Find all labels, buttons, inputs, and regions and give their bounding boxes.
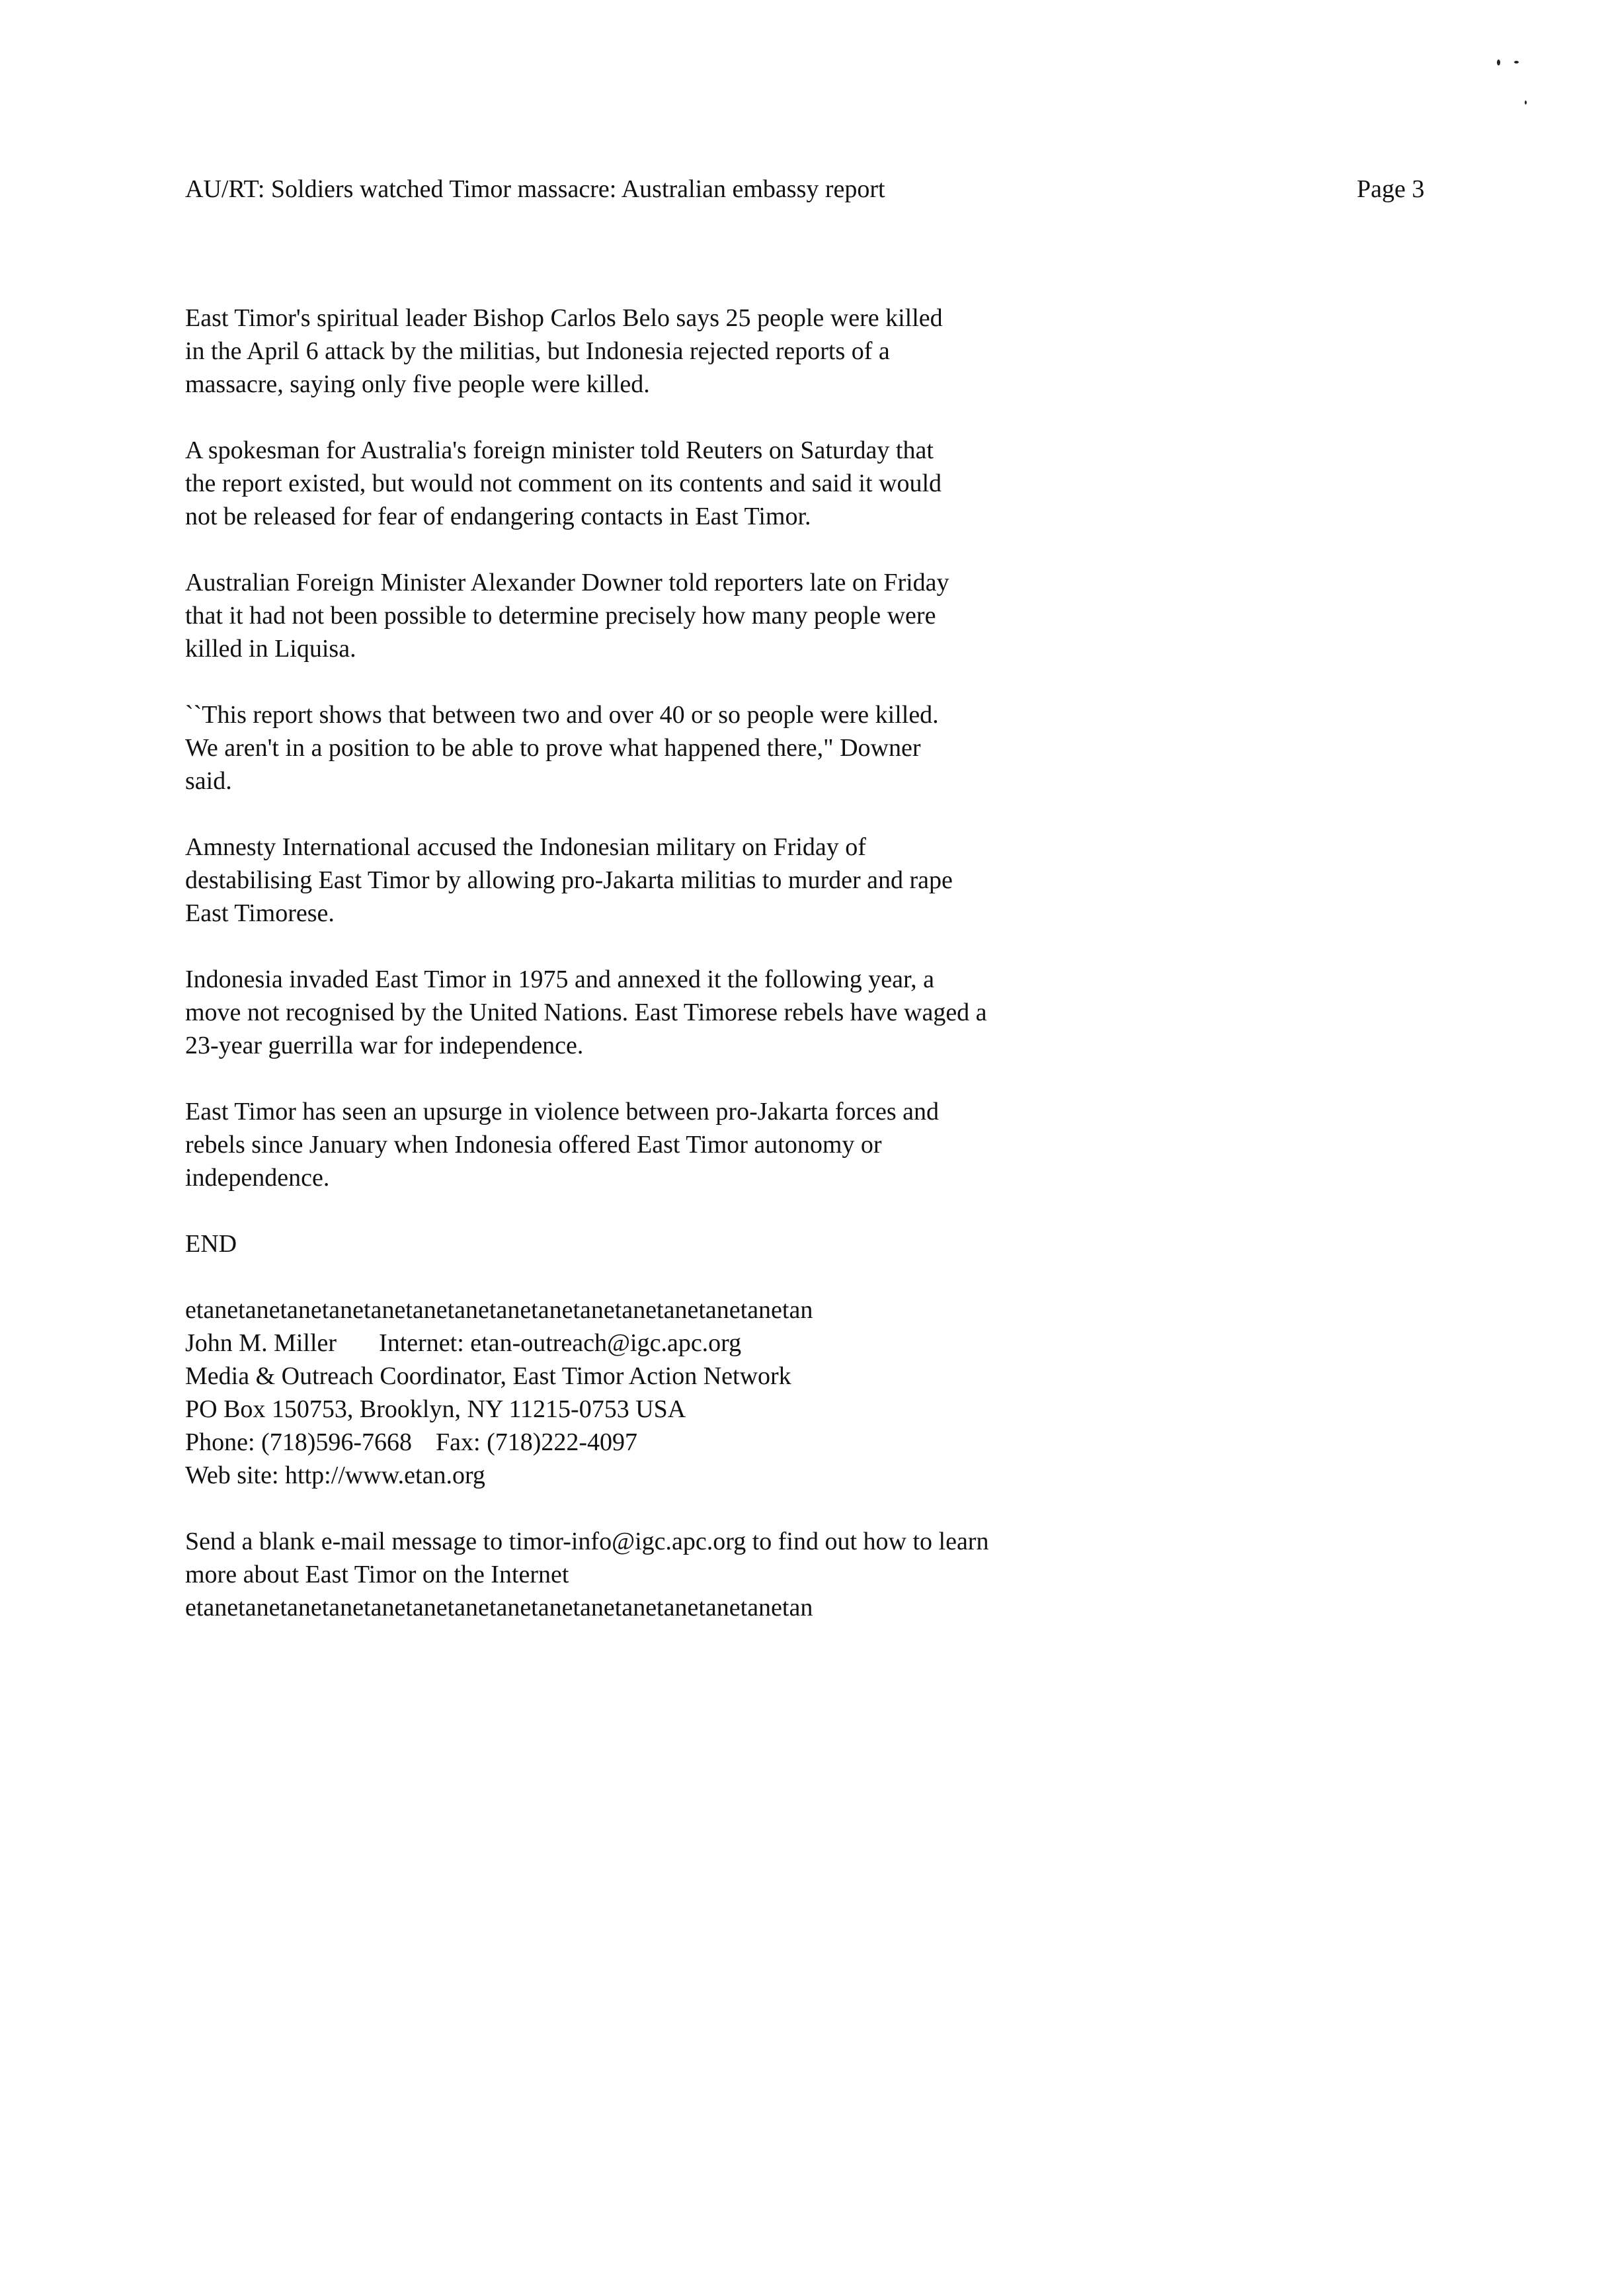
paragraph-line: Indonesia invaded East Timor in 1975 and annexed it the following year, a [185,965,934,993]
paragraph-line: Australian Foreign Minister Alexander Downer told reporters late on Friday [185,569,949,596]
article-body [185,302,1124,1624]
article-paragraph [185,831,1124,930]
signature-block [185,1293,1124,1492]
document-header-title: AU/RT: Soldiers watched Timor massacre: Australian embassy report [185,175,885,203]
article-paragraph [185,698,1124,798]
scan-speck [1525,101,1527,104]
contact-fax: Fax: (718)222-4097 [436,1428,638,1456]
contact-phone: Phone: (718)596-7668 [185,1428,413,1456]
paragraph-line: rebels since January when Indonesia offered East Timor autonomy or [185,1131,882,1159]
paragraph-line: massacre, saying only five people were killed. [185,370,650,398]
paragraph-line: destabilising East Timor by allowing pro-Jakarta militias to murder and rape [185,866,953,894]
contact-email: Internet: etan-outreach@igc.apc.org [379,1329,742,1357]
footer-line-1: Send a blank e-mail message to timor-info@igc.apc.org to find out how to learn [185,1528,989,1555]
paragraph-line: East Timor has seen an upsurge in violence between pro-Jakarta forces and [185,1098,940,1126]
article-paragraph [185,566,1124,665]
contact-name: John M. Miller [185,1329,337,1357]
paragraph-line: 23-year guerrilla war for independence. [185,1032,584,1059]
scan-speck [1514,61,1519,63]
article-paragraph [185,963,1124,1062]
paragraph-line: independence. [185,1164,330,1192]
end-marker: END [185,1230,237,1258]
paragraph-line: said. [185,767,232,795]
paragraph-line: We aren't in a position to be able to prove what happened there," Downer [185,734,921,762]
paragraph-line: Amnesty International accused the Indonesian military on Friday of [185,833,866,861]
contact-address: PO Box 150753, Brooklyn, NY 11215-0753 USA [185,1395,686,1423]
paragraph-line: ``This report shows that between two and over 40 or so people were killed. [185,701,939,729]
paragraph-line: East Timorese. [185,899,335,927]
paragraph-line: move not recognised by the United Nations. East Timorese rebels have waged a [185,999,987,1026]
paragraph-line: not be released for fear of endangering contacts in East Timor. [185,503,811,530]
paragraph-line: that it had not been possible to determine precisely how many people were [185,602,936,630]
contact-phone-row [185,1426,1124,1459]
article-paragraph [185,302,1124,401]
separator-line-top: etanetanetanetanetanetanetanetanetanetanetanetanetanetanetan [185,1296,813,1324]
scan-speck [1497,60,1500,65]
paragraph-line: killed in Liquisa. [185,635,356,663]
page-number: Page 3 [1357,175,1425,203]
article-paragraph [185,1095,1124,1194]
footer-block [185,1525,1124,1624]
contact-role: Media & Outreach Coordinator, East Timor Action Network [185,1362,791,1390]
separator-line-bottom: etanetanetanetanetanetanetanetanetanetanetanetanetanetanetan [185,1594,813,1621]
article-paragraphs [185,302,1124,1194]
paragraph-line: in the April 6 attack by the militias, but Indonesia rejected reports of a [185,337,890,365]
footer-line-2: more about East Timor on the Internet [185,1561,569,1588]
paragraph-line: East Timor's spiritual leader Bishop Carlos Belo says 25 people were killed [185,304,943,332]
paragraph-line: the report existed, but would not comment on its contents and said it would [185,470,942,497]
contact-website: Web site: http://www.etan.org [185,1461,485,1489]
contact-name-row [185,1327,1124,1360]
article-paragraph [185,434,1124,533]
paragraph-line: A spokesman for Australia's foreign minister told Reuters on Saturday that [185,436,934,464]
